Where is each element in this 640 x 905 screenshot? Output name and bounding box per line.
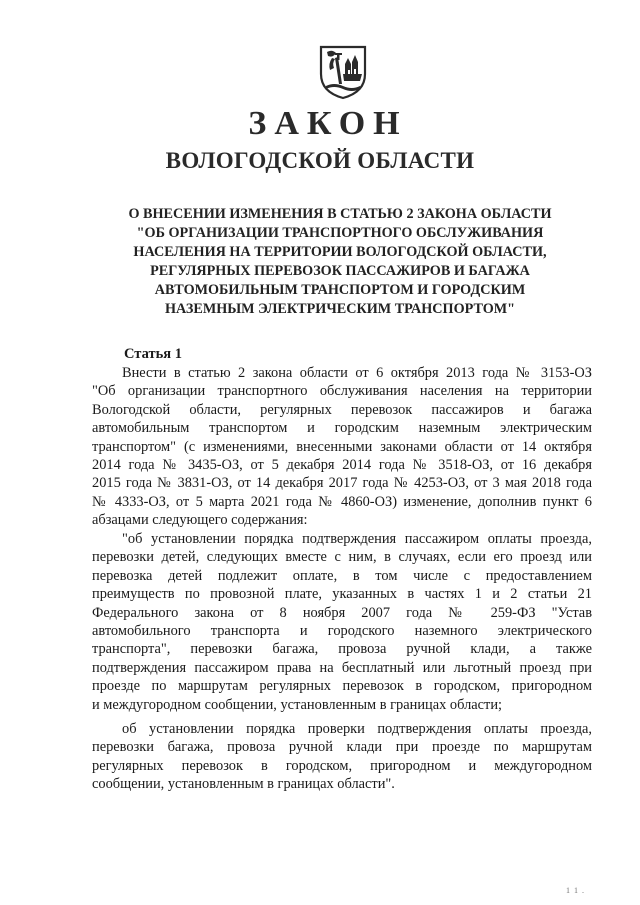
text-line: № 4333-ОЗ, от 5 марта 2021 года № 4860-ОЗ) изменение, дополнив пункт 6 xyxy=(92,493,592,510)
text-line: преимуществ по провозной плате, указанных в частях 1 и 2 статьи 21 xyxy=(92,586,592,603)
text-line: перевозка детей подлежит оплате, в том числе с предоставлением xyxy=(92,567,592,584)
article-paragraph-3 xyxy=(92,720,592,794)
subject-line: НАСЕЛЕНИЯ НА ТЕРРИТОРИИ ВОЛОГОДСКОЙ ОБЛАСТИ, xyxy=(133,244,547,260)
text-line: Вологодской области, регулярных перевозок пассажиров и багажа xyxy=(92,401,592,418)
article-paragraph-2 xyxy=(92,530,592,714)
subject-line: "ОБ ОРГАНИЗАЦИИ ТРАНСПОРТНОГО ОБСЛУЖИВАНИЯ xyxy=(136,225,544,241)
page-mark: 1 1 . xyxy=(566,886,585,895)
law-title: ЗАКОН xyxy=(248,105,408,142)
text-line: автомобильным транспортом и городским наземным электрическим xyxy=(92,420,592,437)
text-line: перевозки детей, следующих вместе с ним, в случаях, если его проезд или xyxy=(92,549,592,566)
subject-line: АВТОМОБИЛЬНЫМ ТРАНСПОРТОМ И ГОРОДСКИМ xyxy=(154,282,526,298)
law-subject xyxy=(100,205,580,319)
text-line: "Об организации транспортного обслуживания населения на территории xyxy=(92,383,592,400)
text-line: и междугородном сообщении, установленным в границах области; xyxy=(92,696,503,713)
subject-line: О ВНЕСЕНИИ ИЗМЕНЕНИЯ В СТАТЬЮ 2 ЗАКОНА ОБЛАСТИ xyxy=(128,206,552,222)
text-line: подтверждения пассажиром права на бесплатный или льготный проезд при xyxy=(92,659,592,676)
subject-line: РЕГУЛЯРНЫХ ПЕРЕВОЗОК ПАССАЖИРОВ И БАГАЖА xyxy=(150,263,530,279)
text-line: 2015 года № 3831-ОЗ, от 14 декабря 2017 года № 4253-ОЗ, от 3 мая 2018 года xyxy=(92,475,592,492)
text-line: проезде по маршрутам регулярных перевозок в городском, пригородном xyxy=(92,678,592,695)
text-line: "об установлении порядка подтверждения пассажиром оплаты проезда, xyxy=(122,531,592,547)
text-line: Внести в статью 2 закона области от 6 октября 2013 года № 3153-ОЗ xyxy=(122,365,592,381)
text-line: автомобильного транспорта и городского наземного электрического xyxy=(92,622,592,639)
region-title: ВОЛОГОДСКОЙ ОБЛАСТИ xyxy=(165,148,475,173)
text-line: об установлении порядка проверки подтверждения оплаты проезда, xyxy=(122,721,592,737)
article-paragraph-1 xyxy=(92,364,592,530)
article-heading: Статья 1 xyxy=(124,346,182,362)
text-line: транспорта", перевозки багажа, провоза ручной клади, а также xyxy=(92,641,592,658)
text-line: перевозки багажа, провоза ручной клади при проезде по маршрутам xyxy=(92,739,592,756)
text-line: Федерального закона от 8 ноября 2007 года № 259-ФЗ "Устав xyxy=(92,604,592,621)
text-line: транспортом" (с изменениями, внесенными законами области от 14 октября xyxy=(92,438,592,455)
text-line: 2014 года № 3435-ОЗ, от 5 декабря 2014 года № 3518-ОЗ, от 16 декабря xyxy=(92,456,592,473)
subject-line: НАЗЕМНЫМ ЭЛЕКТРИЧЕСКИМ ТРАНСПОРТОМ" xyxy=(164,301,516,317)
text-line: сообщении, установленным в границах области". xyxy=(92,776,395,793)
text-line: абзацами следующего содержания: xyxy=(92,512,308,529)
vologda-coat-of-arms-icon xyxy=(318,44,368,100)
text-line: регулярных перевозок в городском, пригородном и междугородном xyxy=(92,757,592,774)
